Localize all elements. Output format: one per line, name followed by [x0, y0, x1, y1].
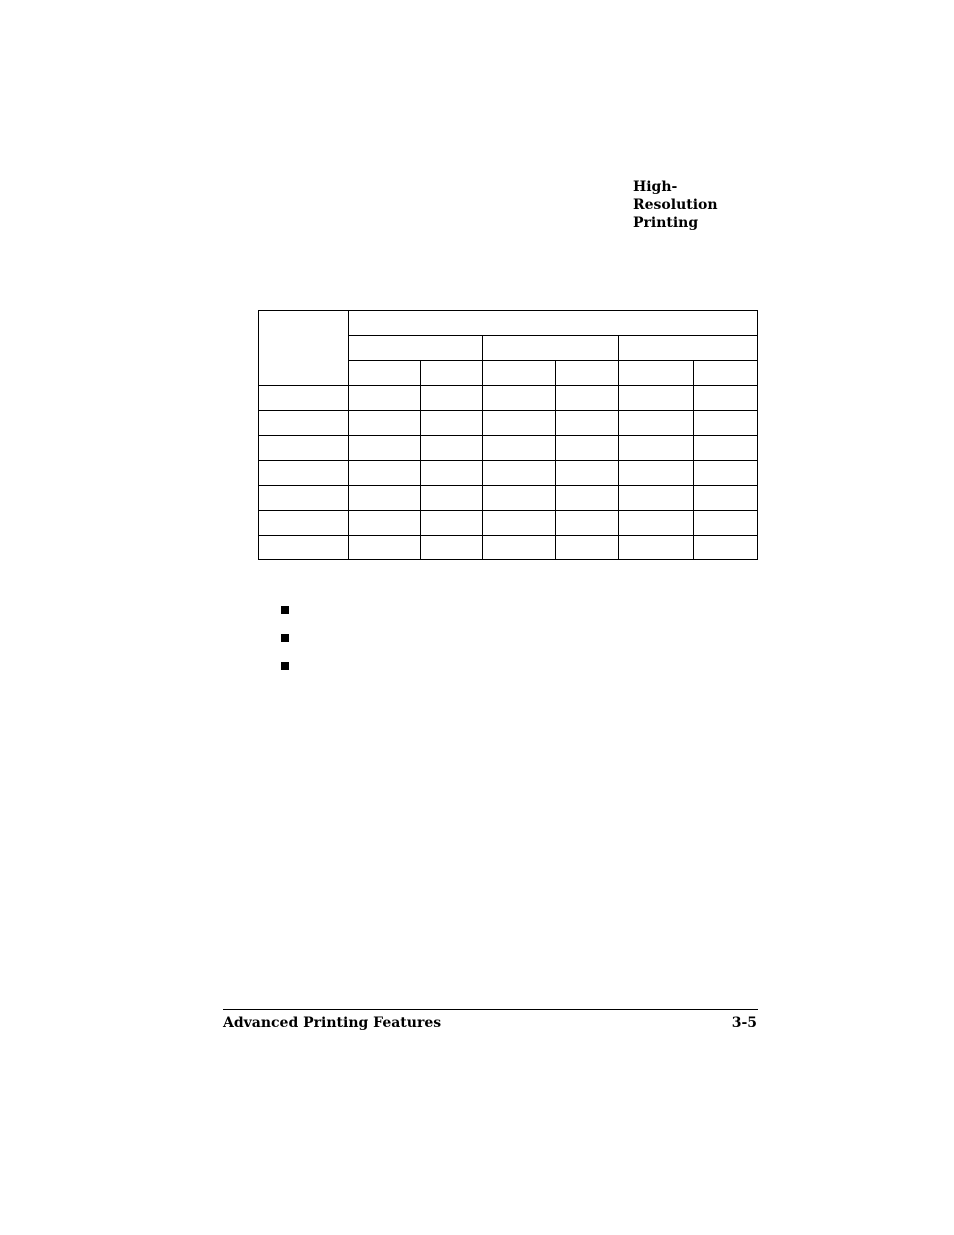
bullet-list: [281, 599, 289, 683]
section-heading-line-3: Printing: [633, 215, 699, 231]
section-heading-line-1: High-: [633, 179, 678, 195]
square-bullet-icon: [281, 634, 289, 642]
resolution-table: [258, 310, 758, 560]
square-bullet-icon: [281, 606, 289, 614]
footer-chapter-title: Advanced Printing Features: [223, 1015, 442, 1031]
resolution-table-grid: [258, 310, 758, 560]
list-item: [281, 627, 289, 655]
section-heading-line-2: Resolution: [633, 197, 718, 213]
list-item: [281, 599, 289, 627]
footer-page-number: 3-5: [731, 1015, 757, 1031]
list-item: [281, 655, 289, 683]
footer-divider: [223, 1009, 758, 1010]
section-heading: [633, 178, 753, 232]
square-bullet-icon: [281, 662, 289, 670]
